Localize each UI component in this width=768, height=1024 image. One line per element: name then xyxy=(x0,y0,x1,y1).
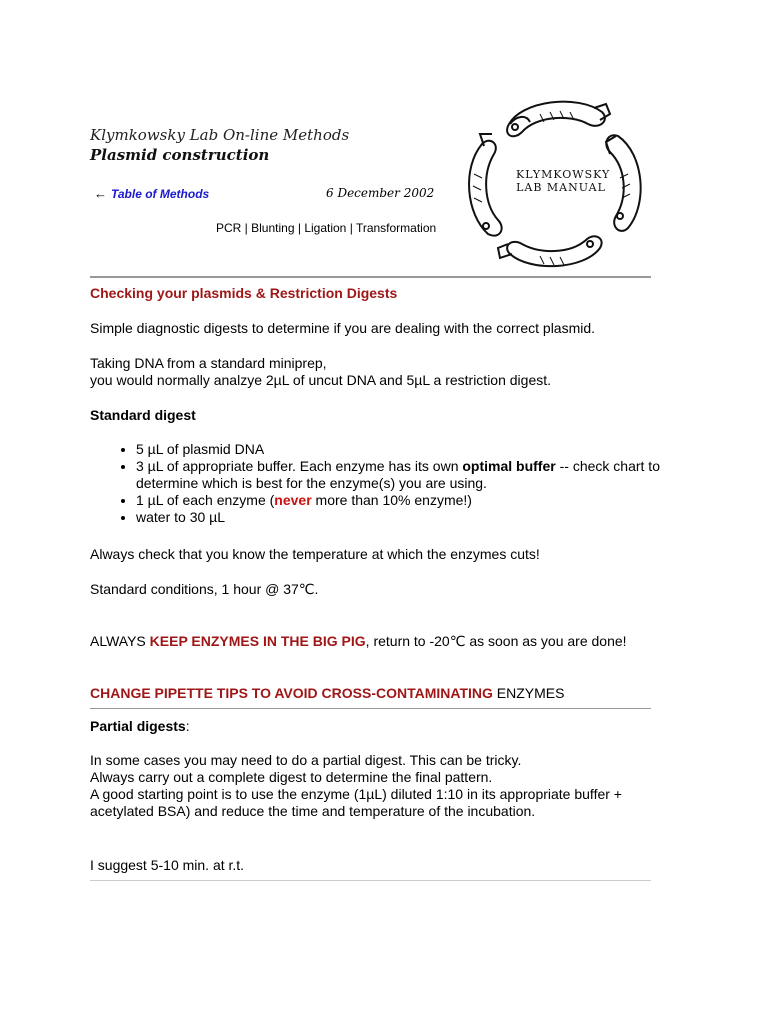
always-prefix: ALWAYS xyxy=(90,633,150,649)
section-heading-checking: Checking your plasmids & Restriction Digests xyxy=(90,285,398,301)
never-emphasis: never xyxy=(274,492,312,508)
lab-manual-logo xyxy=(460,94,650,274)
miniprep-line1: Taking DNA from a standard miniprep, xyxy=(90,355,327,371)
logo-text-line1: KLYMKOWSKY xyxy=(516,168,611,181)
standard-digest-heading: Standard digest xyxy=(90,407,196,423)
back-arrow-icon[interactable]: ← xyxy=(94,186,107,201)
nav-ligation-link[interactable]: Ligation xyxy=(304,221,347,235)
miniprep-line2: you would normally analzye 2µL of uncut DNA and 5µL a restriction digest. xyxy=(90,372,552,388)
list-item-text: 3 µL of appropriate buffer. Each enzyme has its own xyxy=(136,458,463,474)
list-item-text: water to 30 µL xyxy=(136,509,226,525)
page-title: Plasmid construction xyxy=(90,146,270,164)
standard-digest-list xyxy=(90,441,660,526)
partial-digests-text xyxy=(90,752,656,820)
list-item-text: -- check chart to determine which is best for the enzyme(s) you are using. xyxy=(136,458,660,491)
header-divider xyxy=(90,276,651,278)
list-item xyxy=(136,458,660,492)
list-item-text: more than 10% enzyme!) xyxy=(311,492,472,508)
intro-text: Simple diagnostic digests to determine if you are dealing with the correct plasmid. xyxy=(90,320,596,336)
table-of-methods-link[interactable]: Table of Methods xyxy=(111,187,210,201)
suggestion-text: I suggest 5-10 min. at r.t. xyxy=(90,857,245,873)
footer-divider xyxy=(90,880,651,881)
change-tips-text xyxy=(90,685,660,702)
partial-line1: In some cases you may need to do a partial digest. This can be tricky. xyxy=(90,752,522,768)
site-title: Klymkowsky Lab On-line Methods xyxy=(90,126,350,144)
nav-separator: | xyxy=(294,221,305,235)
partial-line2: Always carry out a complete digest to determine the final pattern. xyxy=(90,769,493,785)
list-item xyxy=(136,509,660,526)
list-item-text: 1 µL of each enzyme ( xyxy=(136,492,275,508)
always-keep-enzymes-text xyxy=(90,633,635,650)
page-date: 6 December 2002 xyxy=(326,186,435,200)
nav-blunting-link[interactable]: Blunting xyxy=(251,221,295,235)
list-item-text: 5 µL of plasmid DNA xyxy=(136,441,265,457)
method-nav xyxy=(216,221,436,235)
section-divider xyxy=(90,708,651,709)
nav-transformation-link[interactable]: Transformation xyxy=(355,221,437,235)
partial-line3: A good starting point is to use the enzyme (1µL) diluted 1:10 in its appropriate buffer + acetylated BSA) and reduce the time and temperature of the incubation. xyxy=(90,786,622,819)
logo-text-line2: LAB MANUAL xyxy=(516,181,606,194)
big-pig-warning: KEEP ENZYMES IN THE BIG PIG xyxy=(149,633,366,649)
standard-conditions-text: Standard conditions, 1 hour @ 37℃. xyxy=(90,581,319,597)
nav-separator: | xyxy=(346,221,356,235)
partial-digests-colon: : xyxy=(185,718,190,734)
change-tips-warning: CHANGE PIPETTE TIPS TO AVOID CROSS-CONTAMINATING xyxy=(90,685,493,701)
partial-digests-title: Partial digests xyxy=(90,718,186,734)
change-tips-suffix: ENZYMES xyxy=(492,685,565,701)
back-link-row xyxy=(94,185,209,201)
temperature-check-text: Always check that you know the temperature at which the enzymes cuts! xyxy=(90,546,540,562)
list-item xyxy=(136,441,660,458)
partial-digests-heading xyxy=(90,718,660,735)
always-suffix: , return to -20℃ as soon as you are done! xyxy=(365,633,627,649)
optimal-buffer-emphasis: optimal buffer xyxy=(462,458,556,474)
nav-pcr-link[interactable]: PCR xyxy=(216,221,242,235)
miniprep-text xyxy=(90,355,660,389)
list-item xyxy=(136,492,660,509)
nav-separator: | xyxy=(241,221,252,235)
